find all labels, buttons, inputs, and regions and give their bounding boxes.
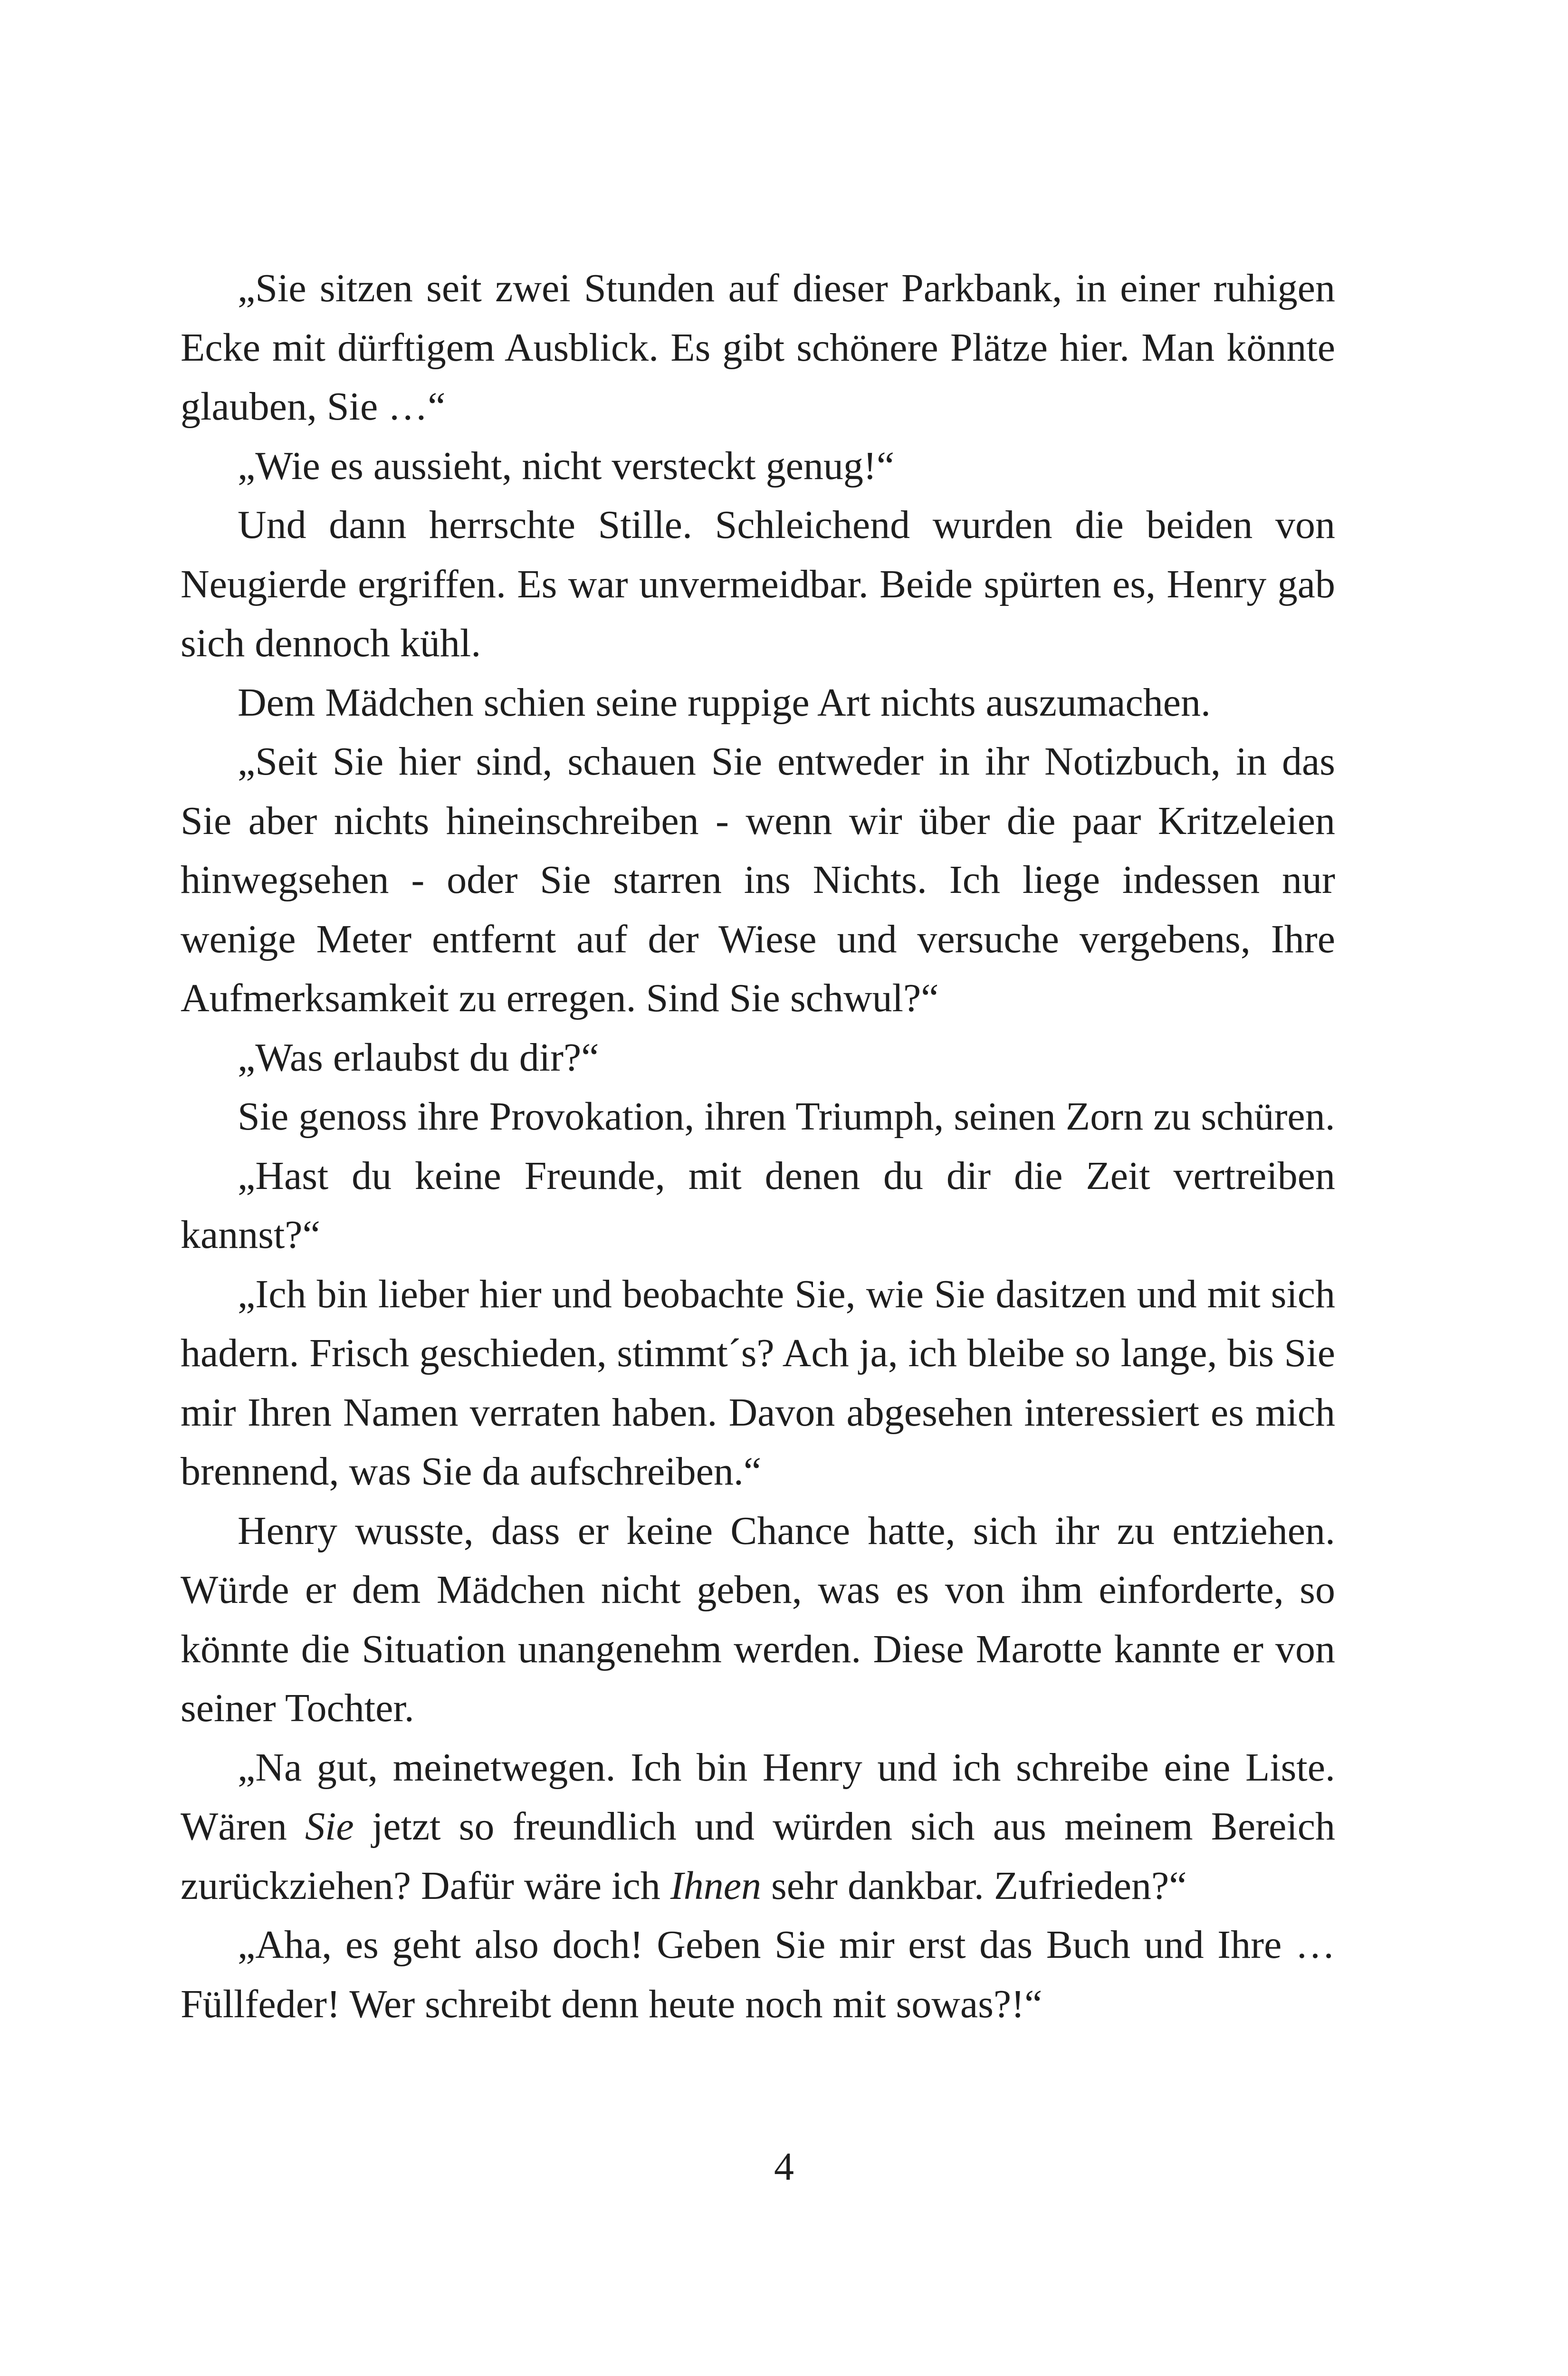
paragraph-1: „Sie sitzen seit zwei Stunden auf dieser Parkbank, in einer ruhigen Ecke mit dürftigem Ausblick. Es gibt schönere Plätze hier. Man könnte glauben, Sie …“	[181, 266, 1335, 429]
paragraph-11-emphasis-a: Sie	[305, 1804, 354, 1849]
paragraph-10: Henry wusste, dass er keine Chance hatte, sich ihr zu entziehen. Würde er dem Mädchen nicht geben, was es von ihm einforderte, so könnte die Situation unangenehm werden. Diese Marotte kannte er von seiner Tochter.	[181, 1508, 1335, 1730]
body-text	[181, 259, 1335, 2034]
paragraph-11-emphasis-b: Ihnen	[670, 1863, 761, 1908]
paragraph-3: Und dann herrschte Stille. Schleichend wurden die beiden von Neugierde ergriffen. Es war unvermeidbar. Beide spürten es, Henry gab sich dennoch kühl.	[181, 503, 1335, 665]
paragraph-5: „Seit Sie hier sind, schauen Sie entweder in ihr Notizbuch, in das Sie aber nichts hineinschreiben - wenn wir über die paar Kritzeleien hinwegsehen - oder Sie starren ins Nichts. Ich liege indessen nur wenige Meter entfernt auf der Wiese und versuche vergebens, Ihre Aufmerksamkeit zu erregen. Sind Sie schwul?“	[181, 739, 1335, 1020]
paragraph-2: „Wie es aussieht, nicht versteckt genug!“	[238, 443, 895, 488]
page-number: 4	[774, 2145, 794, 2189]
paragraph-11	[181, 1738, 1335, 1916]
paragraph-6: „Was erlaubst du dir?“	[238, 1035, 599, 1080]
paragraph-12: „Aha, es geht also doch! Geben Sie mir erst das Buch und Ihre … Füllfeder! Wer schreibt denn heute noch mit sowas?!“	[181, 1923, 1335, 2026]
paragraph-7: Sie genoss ihre Provokation, ihren Triumph, seinen Zorn zu schüren.	[238, 1094, 1335, 1139]
paragraph-11-text-b: jetzt so freundlich und würden sich aus meinem Bereich zurückziehen? Dafür wäre ich	[181, 1804, 1335, 1908]
paragraph-11-text-a: „Na gut, meinetwegen. Ich bin Henry und ich schreibe eine Liste. Wären	[181, 1745, 1335, 1849]
paragraph-4: Dem Mädchen schien seine ruppige Art nichts auszumachen.	[238, 680, 1211, 725]
paragraph-11-text-c: sehr dankbar. Zufrieden?“	[761, 1863, 1187, 1908]
paragraph-9: „Ich bin lieber hier und beobachte Sie, wie Sie dasitzen und mit sich hadern. Frisch geschieden, stimmt´s? Ach ja, ich bleibe so lange, bis Sie mir Ihren Namen verraten haben. Davon abgesehen interessiert es mich brennend, was Sie da aufschreiben.“	[181, 1272, 1335, 1494]
paragraph-8: „Hast du keine Freunde, mit denen du dir die Zeit vertreiben kannst?“	[181, 1153, 1335, 1257]
